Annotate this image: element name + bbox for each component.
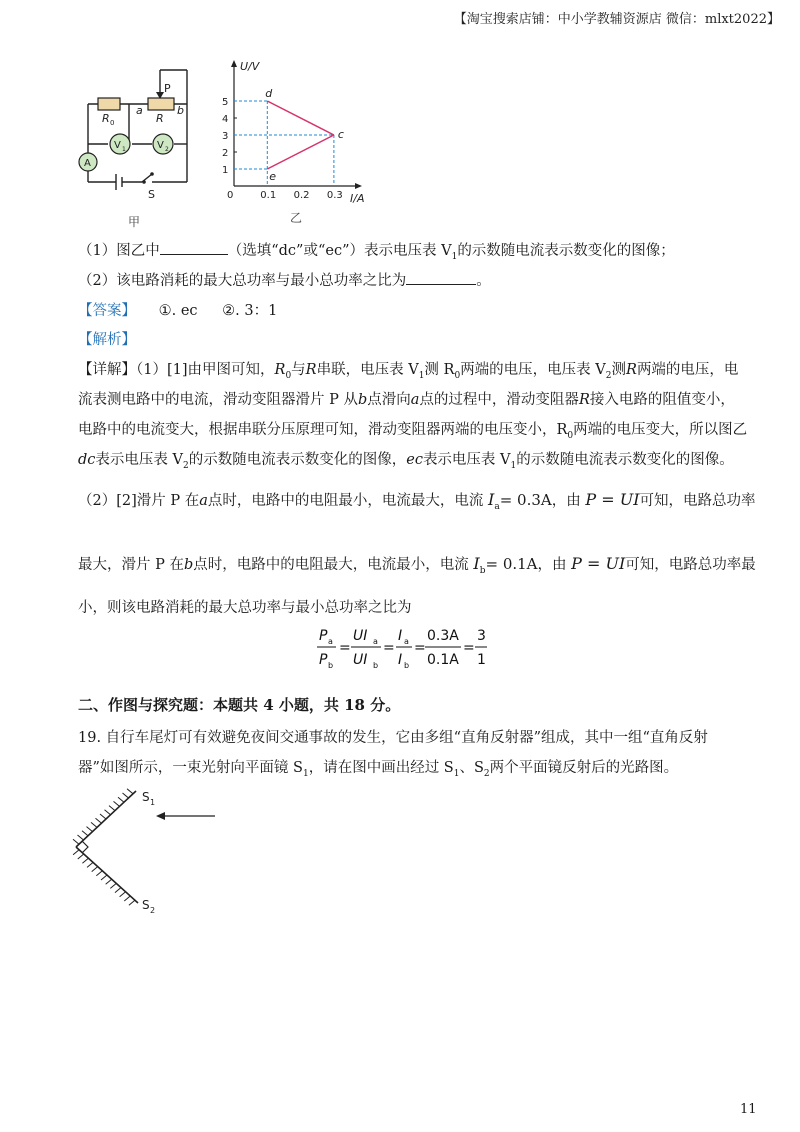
svg-text:a: a <box>328 637 333 646</box>
label-S: S <box>148 188 155 201</box>
mirror-hatch <box>96 871 102 876</box>
svg-text:=: = <box>383 640 395 656</box>
detail-line-4: dc表示电压表 $V_2$的示数随电流表示数变化的图像，ec表示电压表 $V_1$的示数随电流表示数变化的图像。 <box>78 452 734 471</box>
mirror-hatch <box>73 839 79 844</box>
question-19-line-1: 19. 自行车尾灯可有效避免夜间交通事故的发生，它由多组“直角反射器”组成，其中一组“直角反射 <box>78 730 708 746</box>
blank-2[interactable] <box>406 270 476 285</box>
x-tick-label: 0.1 <box>260 190 277 201</box>
power-ratio-formula <box>315 622 495 672</box>
answer-line: 【答案】 ①. ec ②. 3：1 <box>78 303 278 319</box>
question-2: （2）该电路消耗的最大总功率与最小总功率之比为 。 <box>78 270 491 291</box>
point-label-d: d <box>265 87 273 100</box>
graph-origin: 0 <box>227 190 234 201</box>
label-b: b <box>177 104 184 117</box>
detail-line-1: 【详解】（1）[1]由甲图可知，$R_0$与R串联，电压表 $V_1$测 $R_0$两端的电压，电压表 $V_2$测R两端的电压，电 <box>78 362 739 381</box>
graph-caption: 乙 <box>290 211 303 225</box>
detail-line-2: 流表测电路中的电流，滑动变阻器滑片 P 从b点滑向a点的过程中，滑动变阻器R接入电路的阻值变小， <box>78 392 735 408</box>
label-R: R <box>156 112 164 125</box>
mirror-hatch <box>123 793 129 798</box>
svg-text:0.1A: 0.1A <box>427 652 459 668</box>
voltage-current-graph <box>218 56 368 232</box>
mirror-hatch <box>82 858 88 863</box>
mirror-hatch <box>78 835 84 840</box>
label-V1: V <box>114 140 121 151</box>
mirror-hatch <box>100 814 106 819</box>
section-2-heading: 二、作图与探究题：本题共 4 小题，共 18 分。 <box>78 696 401 714</box>
mirror-hatch <box>78 854 84 859</box>
svg-text:1: 1 <box>477 652 486 668</box>
mirror-hatch <box>82 831 88 836</box>
mirror-hatch <box>92 867 98 872</box>
mirror-diagram <box>70 785 240 920</box>
svg-text:b: b <box>373 661 379 670</box>
y-tick-label: 4 <box>222 114 229 125</box>
mirror-hatch <box>124 896 130 901</box>
label-V2-sub: 2 <box>165 146 169 153</box>
series-ec <box>267 135 334 169</box>
svg-text:a: a <box>373 637 378 646</box>
mirror-hatch <box>87 827 93 832</box>
mirror-hatch <box>106 879 112 884</box>
mirror-hatch <box>115 888 121 893</box>
mirror-hatch <box>105 810 111 815</box>
svg-text:P: P <box>319 628 328 644</box>
svg-text:2: 2 <box>150 906 156 915</box>
mirror-hatch <box>120 892 126 897</box>
point-label-e: e <box>269 170 277 183</box>
mirror-hatch <box>96 818 102 823</box>
mirror-hatch <box>87 862 93 867</box>
mirror-hatch <box>118 797 124 802</box>
svg-text:3: 3 <box>477 628 486 644</box>
label-P: P <box>164 82 171 95</box>
label-R0: R <box>102 112 110 125</box>
mirror-hatch <box>109 806 115 811</box>
label-S1: S <box>142 790 150 804</box>
label-V2: V <box>157 140 164 151</box>
label-A: A <box>84 158 91 169</box>
graph-ylabel: U/V <box>240 60 260 73</box>
svg-text:I: I <box>398 628 403 644</box>
svg-text:b: b <box>404 661 410 670</box>
analysis-tag: 【解析】 <box>78 332 136 348</box>
svg-text:UI: UI <box>353 652 368 668</box>
circuit-diagram <box>72 62 212 232</box>
label-S2: S <box>142 898 150 912</box>
point-label-c: c <box>337 128 344 141</box>
question-1: （1）图乙中 （选填“dc”或“ec”）表示电压表 $V_1$的示数随电流表示数变化的图像； <box>78 240 675 267</box>
y-tick-label: 1 <box>222 165 229 176</box>
graph-xlabel: I/A <box>350 192 365 205</box>
y-tick-label: 2 <box>222 148 229 159</box>
y-tick-label: 5 <box>222 97 229 108</box>
blank-1[interactable] <box>160 240 228 255</box>
label-a: a <box>136 104 143 117</box>
mirror-hatch <box>101 875 107 880</box>
x-tick-label: 0.2 <box>293 190 310 201</box>
svg-text:=: = <box>339 640 351 656</box>
question-19-line-2: 器”如图所示，一束光射向平面镜 $S_1$，请在图中画出经过 $S_1$、$S_2$两个平面镜反射后的光路图。 <box>78 760 679 779</box>
svg-text:P: P <box>319 652 328 668</box>
mirror-hatch <box>110 883 116 888</box>
label-R0-sub: 0 <box>110 119 115 127</box>
mirror-hatch <box>127 789 133 794</box>
svg-text:UI: UI <box>353 628 368 644</box>
mirror-hatch <box>73 850 79 855</box>
svg-text:a: a <box>404 637 409 646</box>
detail-line-6: 最大，滑片 P 在b点时，电路中的电阻最大，电流最小，电流 $I_b= 0.1A$，由 P = UI可知，电路总功率最 <box>78 554 756 576</box>
svg-text:1: 1 <box>150 798 156 807</box>
mirror-hatch <box>114 801 120 806</box>
svg-text:=: = <box>414 640 426 656</box>
detail-line-5: （2）[2]滑片 P 在a点时，电路中的电阻最小，电流最大，电流 $I_a= 0.3A$，由 P = UI可知，电路总功率 <box>78 490 756 512</box>
svg-text:b: b <box>328 661 334 670</box>
detail-line-3: 电路中的电流变大，根据串联分压原理可知，滑动变阻器两端的电压变小，$R_0$两端的电压变大，所以图乙 <box>78 422 748 441</box>
series-dc <box>267 101 334 135</box>
mirror-hatch <box>91 822 97 827</box>
detail-line-7: 小，则该电路消耗的最大总功率与最小总功率之比为 <box>78 600 412 616</box>
label-V1-sub: 1 <box>122 146 126 153</box>
circuit-caption: 甲 <box>128 215 141 229</box>
svg-text:I: I <box>398 652 403 668</box>
svg-text:=: = <box>463 640 475 656</box>
mirror-hatch <box>129 900 135 905</box>
page-header: 【淘宝搜索店铺：中小学教辅资源店 微信：mlxt2022】 <box>453 12 780 27</box>
svg-text:0.3A: 0.3A <box>427 628 459 644</box>
page-number: 11 <box>740 1102 757 1117</box>
y-tick-label: 3 <box>222 131 229 142</box>
x-tick-label: 0.3 <box>326 190 343 201</box>
